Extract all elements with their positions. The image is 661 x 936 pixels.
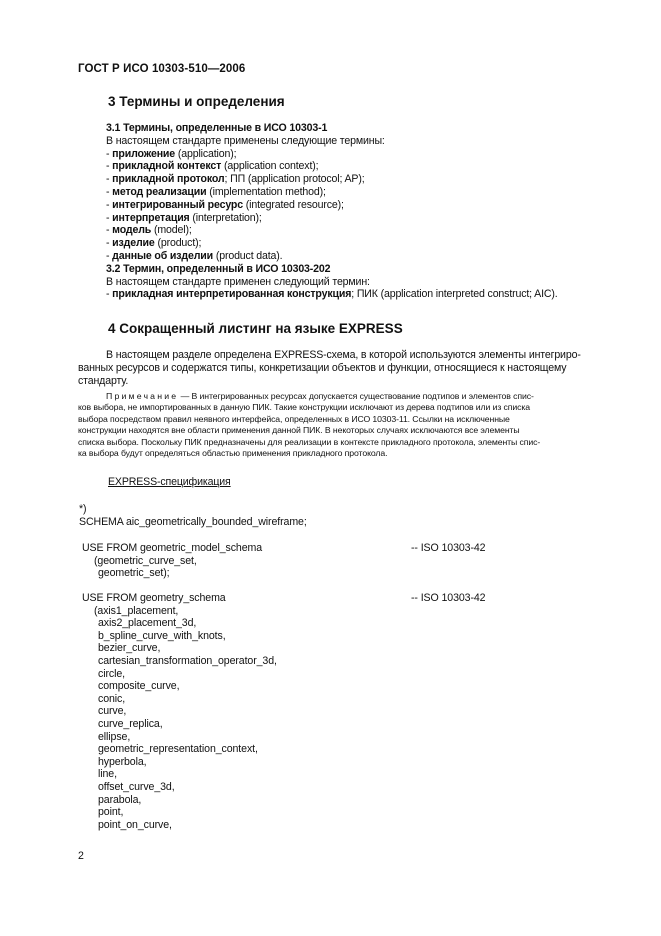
note-line: ка выбора будут определяться областью применения прикладного протокола. bbox=[78, 448, 388, 459]
term-prefix: - bbox=[106, 198, 113, 211]
section-4-paragraph bbox=[78, 349, 616, 387]
term-rest: (model); bbox=[151, 224, 192, 237]
term-name: данные об изделии bbox=[112, 249, 214, 262]
code-item: geometric_set); bbox=[98, 567, 170, 580]
use-from-geometric-model bbox=[82, 542, 262, 580]
term-prefix: - bbox=[106, 249, 113, 262]
code-item: line, bbox=[98, 768, 117, 781]
term-name: метод реализации bbox=[112, 185, 207, 198]
document-header: ГОСТ Р ИСО 10303-510—2006 bbox=[78, 63, 246, 75]
code-item: composite_curve, bbox=[98, 680, 180, 693]
code-item: point_on_curve, bbox=[98, 818, 172, 831]
code-item: ellipse, bbox=[98, 730, 131, 743]
subsection-3-2-title: 3.2 Термин, определенный в ИСО 10303-202 bbox=[106, 262, 331, 275]
code-item: axis2_placement_3d, bbox=[98, 617, 197, 630]
code-item: curve_replica, bbox=[98, 717, 163, 730]
term-rest: ; ПП (application protocol; AP); bbox=[224, 173, 365, 186]
term-item bbox=[106, 224, 626, 237]
code-item: (geometric_curve_set, bbox=[94, 554, 197, 567]
code-item: circle, bbox=[98, 667, 125, 680]
term-name: прикладной контекст bbox=[112, 160, 222, 173]
term-rest: (application); bbox=[175, 147, 237, 160]
terms-list bbox=[106, 148, 626, 263]
note-block bbox=[78, 391, 616, 459]
term-name: интегрированный ресурс bbox=[112, 198, 243, 211]
use-from-line: USE FROM geometric_model_schema bbox=[82, 542, 262, 554]
term-rest: (implementation method); bbox=[206, 185, 326, 198]
term-name: прикладной протокол bbox=[112, 173, 225, 186]
code-item: (axis1_placement, bbox=[94, 604, 179, 617]
note-line: выбора посредством правил неявного интерфейса, определенных в ИСО 10303-11. Ссылки на исключенные bbox=[78, 413, 510, 424]
term-rest: (integrated resource); bbox=[243, 198, 344, 211]
note-line: ков выбора, не импортированных в данную ПИК. Такие конструкции исключают из дерева подтипов или из списка bbox=[78, 402, 531, 413]
term-name: интерпретация bbox=[112, 211, 190, 224]
term-item bbox=[106, 186, 626, 199]
code-item: conic, bbox=[98, 692, 126, 705]
term-name: приложение bbox=[112, 147, 176, 160]
subsection-3-2-intro: В настоящем стандарте применен следующий термин: bbox=[106, 275, 370, 288]
iso-comment: -- ISO 10303-42 bbox=[411, 542, 486, 554]
code-item: hyperbola, bbox=[98, 755, 147, 768]
term-item bbox=[106, 148, 626, 161]
code-item: parabola, bbox=[98, 793, 142, 806]
term-item bbox=[106, 288, 626, 301]
term-rest: ; ПИК (application interpreted construct; AIC). bbox=[351, 288, 558, 301]
code-item: b_spline_curve_with_knots, bbox=[98, 629, 226, 642]
term-rest: (application context); bbox=[221, 160, 319, 173]
term-item bbox=[106, 160, 626, 173]
paragraph-line: стандарту. bbox=[78, 374, 129, 387]
term-name: прикладная интерпретированная конструкция bbox=[112, 288, 352, 301]
section-4-title: 4 Сокращенный листинг на языке EXPRESS bbox=[108, 321, 403, 336]
term-prefix: - bbox=[106, 237, 113, 250]
comment-close-marker: *) bbox=[79, 503, 87, 515]
code-item: geometric_representation_context, bbox=[98, 743, 258, 756]
express-spec-heading: EXPRESS-спецификация bbox=[108, 476, 231, 488]
page-number: 2 bbox=[78, 850, 84, 862]
note-line: Примечание — В интегрированных ресурсах допускается существование подтипов и элементов спис- bbox=[106, 391, 534, 401]
term-rest: (product); bbox=[154, 237, 202, 250]
schema-open-block bbox=[79, 503, 307, 528]
term-prefix: - bbox=[106, 173, 113, 186]
note-line: списка выбора. Поскольку ПИК предназначены для реализации в контексте прикладного протокола, элементы спис- bbox=[78, 436, 541, 447]
geometry-items-list bbox=[82, 605, 277, 832]
code-item: curve, bbox=[98, 705, 127, 718]
iso-comment: -- ISO 10303-42 bbox=[411, 592, 486, 604]
term-prefix: - bbox=[106, 224, 113, 237]
term-item bbox=[106, 212, 626, 225]
term-name: изделие bbox=[112, 237, 155, 250]
code-item: bezier_curve, bbox=[98, 642, 161, 655]
note-label: Примечание bbox=[106, 391, 179, 401]
code-item: cartesian_transformation_operator_3d, bbox=[98, 654, 277, 667]
paragraph-line: В настоящем разделе определена EXPRESS-схема, в которой используются элементы интегриро- bbox=[106, 349, 581, 361]
term-prefix: - bbox=[106, 185, 113, 198]
note-line: конструкции находятся вне области применения данной ПИК. В некоторых случаях исключаются все элементы bbox=[78, 425, 520, 436]
term-item bbox=[106, 173, 626, 186]
paragraph-line: ванных ресурсов и содержатся типы, конкретизации объектов и функции, относящиеся к настоящему bbox=[78, 361, 567, 374]
schema-declaration: SCHEMA aic_geometrically_bounded_wireframe; bbox=[79, 515, 307, 528]
term-rest: (product data). bbox=[213, 249, 283, 262]
code-item: point, bbox=[98, 806, 124, 819]
term-name: модель bbox=[112, 224, 152, 237]
section-3-body bbox=[106, 122, 626, 301]
term-prefix: - bbox=[106, 211, 113, 224]
term-item bbox=[106, 199, 626, 212]
code-item: offset_curve_3d, bbox=[98, 780, 175, 793]
term-prefix: - bbox=[106, 147, 113, 160]
subsection-3-1-intro: В настоящем стандарте применены следующие термины: bbox=[106, 134, 385, 147]
term-rest: (interpretation); bbox=[189, 211, 262, 224]
subsection-3-1-title: 3.1 Термины, определенные в ИСО 10303-1 bbox=[106, 122, 328, 134]
use-from-line: USE FROM geometry_schema bbox=[82, 592, 226, 604]
section-3-title: 3 Термины и определения bbox=[108, 94, 285, 109]
term-item bbox=[106, 250, 626, 263]
term-prefix: - bbox=[106, 288, 113, 301]
term-prefix: - bbox=[106, 160, 113, 173]
term-item bbox=[106, 237, 626, 250]
use-from-geometry-schema bbox=[82, 592, 277, 831]
